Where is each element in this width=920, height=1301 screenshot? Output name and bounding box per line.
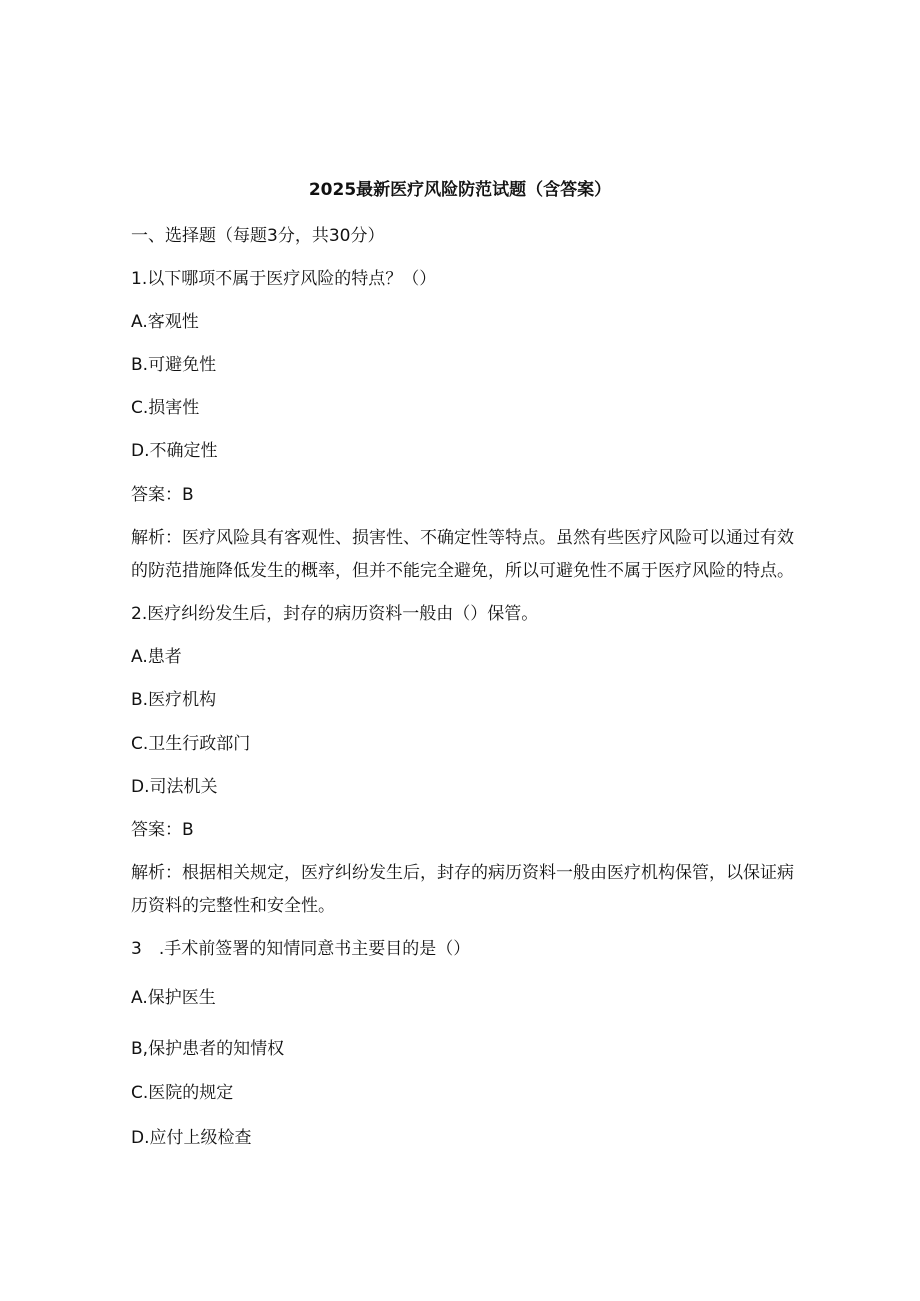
question-1-option-b: B.可避免性 (131, 355, 217, 375)
question-2-option-b: B.医疗机构 (131, 690, 217, 710)
question-2-option-c: C.卫生行政部门 (131, 734, 251, 754)
question-3-option-d: D.应付上级检查 (131, 1128, 252, 1148)
question-2-option-a: A.患者 (131, 647, 182, 667)
question-3-option-a: A.保护医生 (131, 988, 216, 1008)
question-2-stem: 2.医疗纠纷发生后，封存的病历资料一般由（）保管。 (131, 604, 539, 624)
question-1-option-d: D.不确定性 (131, 441, 218, 461)
question-1-stem: 1.以下哪项不属于医疗风险的特点？（） (131, 269, 437, 289)
question-1-option-a: A.客观性 (131, 312, 199, 332)
question-1-answer: 答案：B (131, 485, 194, 505)
question-2-answer: 答案：B (131, 820, 194, 840)
question-3-stem: 3 .手术前签署的知情同意书主要目的是（） (131, 939, 471, 959)
question-2-analysis: 解析：根据相关规定，医疗纠纷发生后，封存的病历资料一般由医疗机构保管，以保证病历资料的完整性和安全性。 (131, 863, 794, 916)
document-title: 2025最新医疗风险防范试题（含答案） (308, 180, 612, 200)
question-3-option-b: B,保护患者的知情权 (131, 1039, 285, 1059)
question-1-analysis: 解析：医疗风险具有客观性、损害性、不确定性等特点。虽然有些医疗风险可以通过有效的防范措施降低发生的概率，但并不能完全避免，所以可避免性不属于医疗风险的特点。 (131, 528, 794, 581)
question-1-option-c: C.损害性 (131, 398, 200, 418)
question-2-option-d: D.司法机关 (131, 777, 218, 797)
section-heading: 一、选择题（每题3分，共30分） (131, 226, 385, 246)
question-3-option-c: C.医院的规定 (131, 1083, 234, 1103)
